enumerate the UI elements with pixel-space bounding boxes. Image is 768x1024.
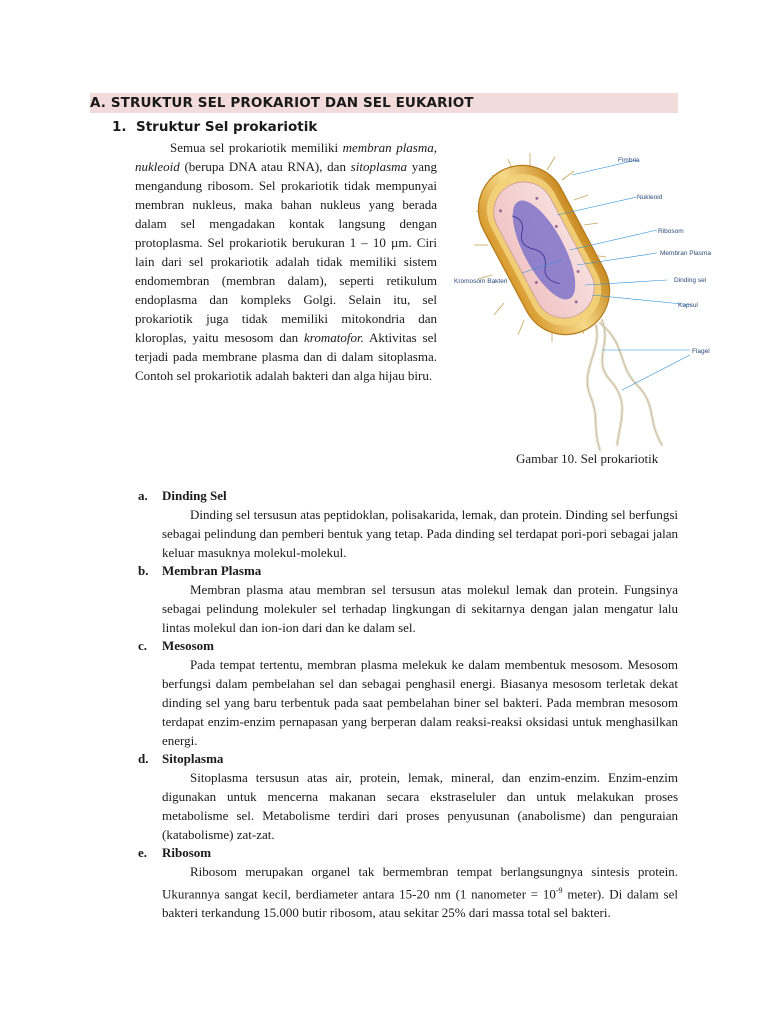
item-body-text: Ribosom merupakan organel tak bermembran tempat berlangsungnya sintesis protein. Ukurannya sangat kecil, berdiameter antara 15-20 nm (1 nanometer = 10 [162, 864, 678, 902]
item-body [162, 862, 678, 922]
item-dinding-sel [138, 487, 678, 562]
intro-term: kromatofor. [304, 330, 364, 345]
item-membran-plasma [138, 562, 678, 637]
item-letter: d. [138, 751, 149, 766]
bacterium-illustration [452, 145, 711, 455]
intro-text: (berupa DNA atau RNA), dan [179, 159, 351, 174]
intro-text: , [433, 140, 438, 155]
item-body: Sitoplasma tersusun atas air, protein, lemak, mineral, dan enzim-enzim. Enzim-enzim digunakan untuk mencerna makanan secara ekstraseluler dan untuk melakukan proses metabolisme sel. Metabolisme terdiri dari proses penyusunan (anabolisme) dan penguraian (katabolisme) zat-zat. [162, 770, 678, 842]
intro-term: nukleoid [135, 159, 180, 174]
label-ribosom: Ribosom [658, 228, 684, 235]
item-title: Sitoplasma [162, 751, 224, 766]
item-body: Dinding sel tersusun atas peptidoklan, polisakarida, lemak, dan protein. Dinding sel berfungsi sebagai pelindung dan pemberi bentuk yang tetap. Pada dinding sel terdapat pori-pori sebagai jalan keluar masuknya molekul-molekul. [162, 507, 678, 560]
figure-caption: Gambar 10. Sel prokariotik [516, 451, 659, 466]
item-body-superscript: -9 [555, 886, 563, 895]
label-membran-plasma: Membran Plasma [660, 250, 711, 257]
section-heading [90, 93, 678, 113]
item-title: Membran Plasma [162, 563, 262, 578]
item-letter: a. [138, 488, 148, 503]
intro-text: Aktivitas sel terjadi pada membrane plasma dan di dalam sitoplasma. Contoh sel prokariotik adalah bakteri dan alga hijau biru. [135, 330, 438, 383]
label-nukleoid: Nukleoid [637, 194, 663, 201]
label-kromosom-bakteri: Kromosom Bakteri [454, 278, 508, 285]
subsection-heading [112, 118, 317, 136]
item-body: Membran plasma atau membran sel tersusun atas molekul lemak dan protein. Fungsinya sebagai pelindung molekuler sel terhadap lingkungan di sekitarnya dengan jalan mengatur lalu lintas molekul dan ion-ion dari dan ke dalam sel. [162, 582, 678, 635]
label-fimbria: Fimbria [618, 157, 640, 164]
item-title: Ribosom [162, 845, 212, 860]
intro-text: yang mengandung ribosom. Sel prokariotik tidak mempunyai membran nukleus, maka bahan nukleus yang berada dalam sel mengadakan kontak langsung dengan protoplasma. Sel prokariotik berukuran 1 – 10 µm. Ciri lain dari sel prokariotik adalah tidak memiliki sistem endomembran (membran dalam), seperti retikulum endoplasma dan kompleks Golgi. Selain itu, sel prokariotik juga tidak memiliki mitokondria dan kloroplas, yaitu mesosom dan [135, 159, 438, 345]
item-letter: e. [138, 845, 148, 860]
item-letter: c. [138, 638, 148, 653]
item-body: Pada tempat tertentu, membran plasma melekuk ke dalam membentuk mesosom. Mesosom berfungsi dalam pembelahan sel dan sebagai penghasil energi. Biasanya mesosom terletak dekat dinding sel yang baru terbentuk pada saat pembelahan biner sel bakteri. Pada membran mesosom terdapat enzim-enzim pernapasan yang berperan dalam reaksi-reaksi oksidasi untuk menghasilkan energi. [162, 657, 678, 748]
intro-term: membran plasma [342, 140, 434, 155]
label-kapsul: Kapsul [678, 302, 698, 309]
intro-term: sitoplasma [350, 159, 408, 174]
item-sitoplasma [138, 750, 678, 844]
intro-text: Semua sel prokariotik memiliki [170, 140, 343, 155]
flagella [587, 320, 662, 450]
section-title: STRUKTUR SEL PROKARIOT DAN SEL EUKARIOT [110, 95, 474, 111]
item-title: Dinding Sel [162, 488, 227, 503]
item-mesosom [138, 637, 678, 750]
prokaryote-figure [452, 145, 711, 455]
intro-paragraph [135, 138, 437, 385]
subsection-number: 1. [112, 119, 127, 135]
subsection-title: Struktur Sel prokariotik [136, 119, 318, 135]
label-dinding-sel: Dinding sel [674, 277, 707, 284]
label-flagel: Flagel [692, 348, 710, 355]
item-ribosom [138, 844, 678, 922]
item-body-text: meter). Di dalam sel bakteri terkandung 15.000 butir ribosom, atau sekitar 25% dari massa total sel bakteri. [162, 886, 678, 921]
item-letter: b. [138, 563, 149, 578]
item-title: Mesosom [162, 638, 214, 653]
section-letter: A. [90, 95, 107, 111]
